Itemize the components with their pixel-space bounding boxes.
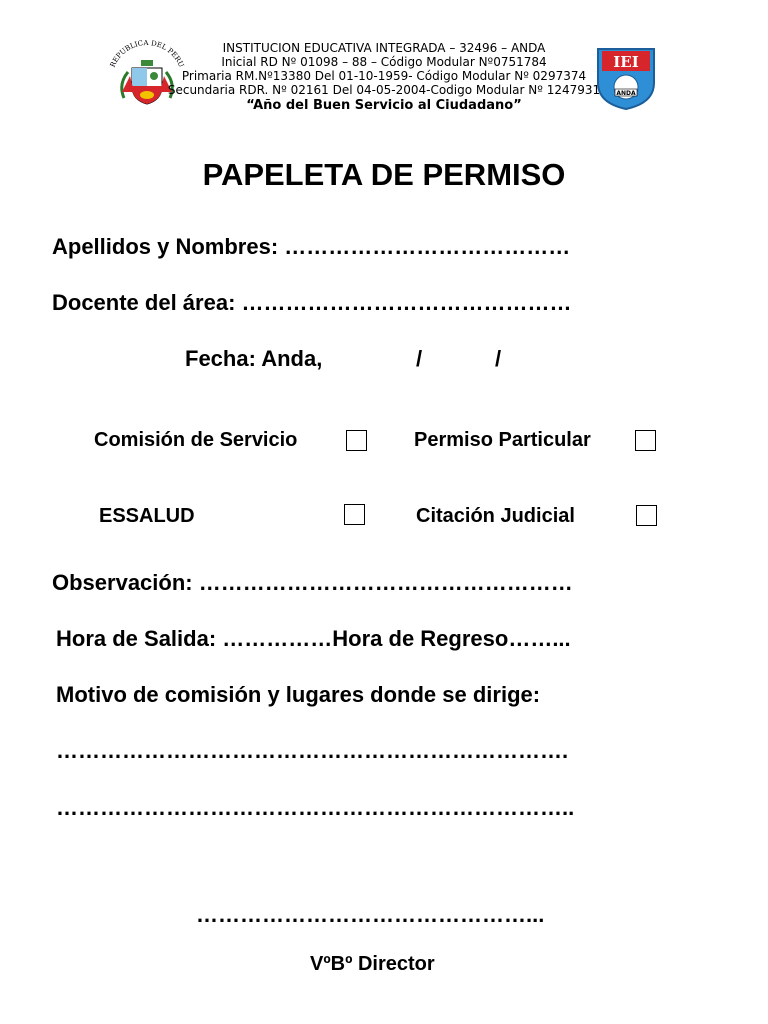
page-title: PAPELETA DE PERMISO [202,157,566,192]
checkbox-permiso-particular[interactable] [635,430,656,451]
logo-text-anda: ANDA [616,90,636,97]
option-essalud-label: ESSALUD [99,505,195,527]
signature-line: ………………………………………... [196,902,545,927]
header-primaria: Primaria RM.Nº13380 Del 01-10-1959- Código Modular Nº 0297374 [181,69,587,83]
logo-text-iei: IEI [613,53,639,71]
field-apellidos-nombres: Apellidos y Nombres: ………………………………… [52,234,571,259]
field-docente-area: Docente del área: ……………………………………… [52,290,572,315]
option-citacion-judicial-label: Citación Judicial [416,505,575,527]
field-observacion: Observación: …………………………………………… [52,570,573,595]
header-institution: INSTITUCION EDUCATIVA INTEGRADA – 32496 – ANDA [222,41,546,55]
header-inicial: Inicial RD Nº 01098 – 88 – Código Modular Nº0751784 [221,55,547,69]
checkbox-comision-servicio[interactable] [346,430,367,451]
field-horas-salida-regreso: Hora de Salida: ……………Hora de Regreso……... [56,626,571,651]
logo-text: REPUBLICA DEL PERU [108,40,186,69]
field-fecha-label: Fecha: Anda, [185,346,323,371]
field-motivo-label: Motivo de comisión y lugares donde se dirige: [56,682,541,707]
checkbox-essalud[interactable] [344,504,365,525]
option-comision-servicio-label: Comisión de Servicio [94,429,298,451]
fecha-separator-1: / [416,346,423,371]
header-secundaria: Secundaria RDR. Nº 02161 Del 04-05-2004-Codigo Modular Nº 1247931 [167,83,601,97]
motivo-line-1: ……………………………………………………………. [56,738,569,763]
fecha-separator-2: / [495,346,502,371]
motivo-line-2: …………………………………………………………….. [56,795,575,820]
option-permiso-particular-label: Permiso Particular [414,429,591,451]
signature-label-director: VºBº Director [310,953,435,975]
header-year-motto: “Año del Buen Servicio al Ciudadano” [246,98,522,113]
checkbox-citacion-judicial[interactable] [636,505,657,526]
